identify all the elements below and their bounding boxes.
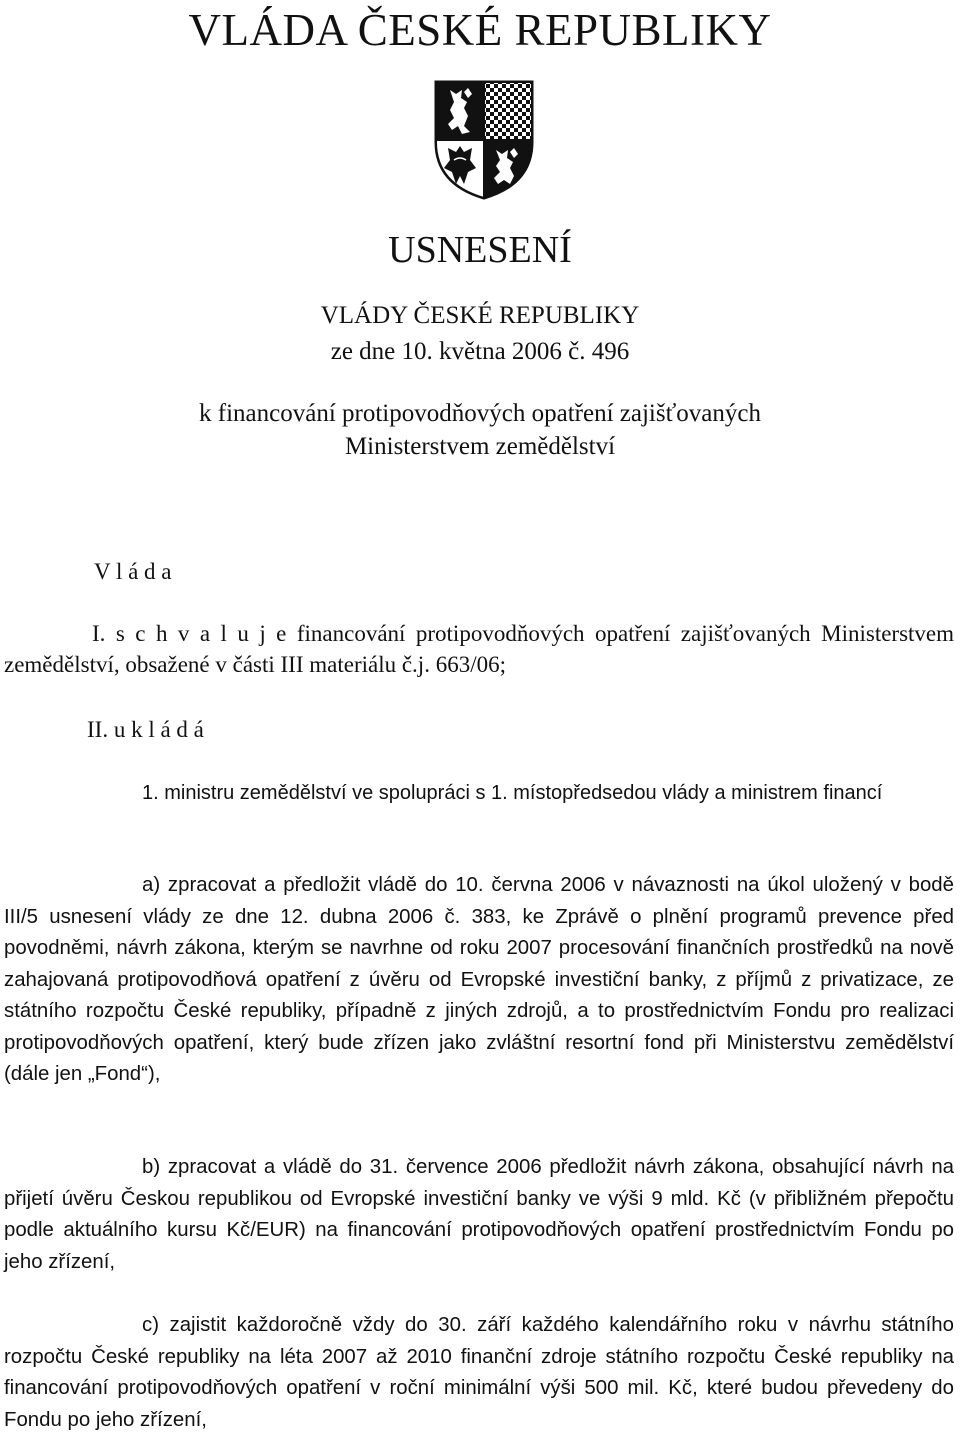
part-one-approves bbox=[4, 618, 954, 680]
part-one-verb: s c h v a l u j e bbox=[115, 621, 287, 646]
part-two-roman: II. bbox=[87, 717, 109, 742]
task-b: b) zpracovat a vládě do 31. července 2006 předložit návrh zákona, obsahující návrh na přijetí úvěru Českou republikou od Evropské investiční banky ve výši 9 mld. Kč (v přibližném přepočtu podle aktuálního kursu Kč/EUR) na financování protipovodňových opatření prostřednictvím Fondu po jeho zřízení, bbox=[4, 1156, 954, 1273]
czech-coat-of-arms-icon bbox=[434, 80, 534, 200]
task-a: a) zpracovat a předložit vládě do 10. června 2006 v návaznosti na úkol uložený v bodě III/5 usnesení vlády ze dne 12. dubna 2006 č. 383, ke Zprávě o plnění programů prevence před povodněmi, návrh zákona, kterým se navrhne od roku 2007 procesování finančních prostředků na nově zahajovaná protipovodňová opatření z úvěru od Evropské investiční banky, z příjmů z privatizace, ze státního rozpočtu České republiky, případně z jiných zdrojů, a to prostřednictvím Fondu pro realizaci protipovodňových opatření, který bude zřízen jako zvláštní resortní fond při Ministerstvu zemědělství (dále jen „Fond“), bbox=[4, 874, 954, 1085]
resolution-title: USNESENÍ bbox=[388, 229, 572, 271]
resolution-subject-line-1: k financování protipovodňových opatření zajišťovaných bbox=[199, 400, 761, 427]
government-header: VLÁDA ČESKÉ REPUBLIKY bbox=[188, 5, 772, 55]
task-c: c) zajistit každoročně vždy do 30. září každého kalendářního roku v návrhu státního rozpočtu České republiky na léta 2007 až 2010 finanční zdroje státního rozpočtu České republiky na financování protipovodňových opatření v roční minimální výši 500 mil. Kč, které budou převedeny do Fondu po jeho zřízení, bbox=[4, 1314, 954, 1431]
part-one-text: financování protipovodňových opatření zajišťovaných Ministerstvem zemědělství, obsažené v části III materiálu č.j. 663/06; bbox=[4, 621, 955, 677]
resolution-subject-line-2: Ministerstvem zemědělství bbox=[344, 433, 616, 460]
point-1-minister: 1. ministru zemědělství ve spolupráci s 1. místopředsedou vlády a ministrem financí bbox=[142, 782, 883, 804]
resolution-issuer: VLÁDY ČESKÉ REPUBLIKY bbox=[320, 302, 640, 329]
resolution-date-number: ze dne 10. května 2006 č. 496 bbox=[330, 338, 630, 365]
part-two-imposes bbox=[87, 714, 204, 745]
government-label: V l á d a bbox=[94, 559, 172, 584]
part-one-roman: I. bbox=[92, 621, 106, 646]
part-two-verb: u k l á d á bbox=[113, 717, 204, 742]
